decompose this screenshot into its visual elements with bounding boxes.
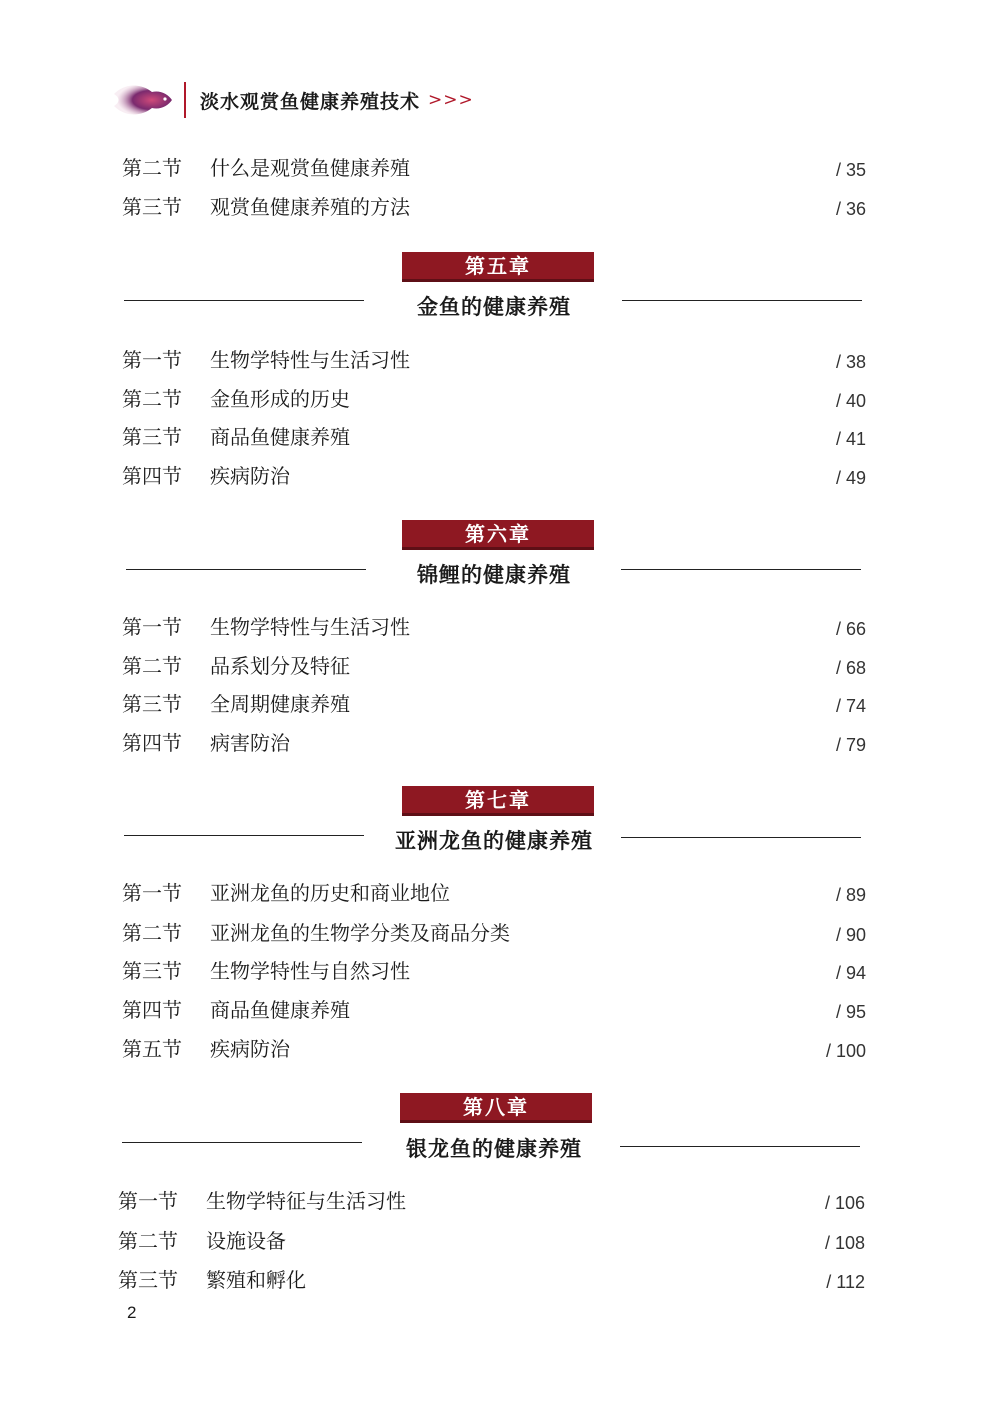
- chapter-title[interactable]: 金鱼的健康养殖: [417, 294, 571, 319]
- section-title: 什么是观赏鱼健康养殖: [210, 156, 410, 180]
- section-title: 生物学特性与生活习性: [210, 348, 410, 372]
- section-title: 观赏鱼健康养殖的方法: [210, 195, 410, 219]
- section-title: 生物学特征与生活习性: [206, 1189, 406, 1213]
- section-page: / 90: [835, 925, 866, 945]
- section-page: / 112: [826, 1272, 865, 1292]
- chapter-rule-right: [622, 300, 862, 301]
- page-number: 2: [127, 1303, 137, 1322]
- section-title: 生物学特性与自然习性: [210, 959, 410, 983]
- chapter-rule-left: [124, 300, 364, 301]
- toc-entry[interactable]: [118, 461, 866, 491]
- chapter-rule-left: [126, 569, 366, 570]
- toc-entry[interactable]: [118, 878, 866, 908]
- toc-entry[interactable]: [118, 192, 866, 222]
- section-number: 第二节: [122, 387, 182, 411]
- section-number: 第五节: [122, 1037, 182, 1061]
- section-title: 疾病防治: [210, 464, 290, 488]
- chapter-badge: 第六章: [402, 520, 594, 550]
- section-page: / 108: [824, 1233, 865, 1253]
- section-title: 亚洲龙鱼的历史和商业地位: [210, 881, 450, 905]
- toc-entry[interactable]: [118, 651, 866, 681]
- section-title: 设施设备: [206, 1229, 286, 1253]
- chapter-rule-right: [621, 837, 861, 838]
- chapter-rule-left: [124, 835, 364, 836]
- section-number: 第四节: [122, 464, 182, 488]
- section-page: / 40: [835, 391, 866, 411]
- section-page: / 74: [835, 696, 866, 716]
- section-page: / 89: [835, 885, 866, 905]
- section-title: 亚洲龙鱼的生物学分类及商品分类: [210, 921, 510, 945]
- chapter-rule-right: [620, 1146, 860, 1147]
- section-title: 全周期健康养殖: [210, 692, 350, 716]
- chapter-title[interactable]: 锦鲤的健康养殖: [417, 562, 571, 587]
- section-page: / 68: [835, 658, 866, 678]
- section-number: 第三节: [122, 959, 182, 983]
- section-page: / 35: [835, 160, 866, 180]
- section-page: / 95: [835, 1002, 866, 1022]
- toc-entry[interactable]: [118, 956, 866, 986]
- chapter-rule-left: [122, 1142, 362, 1143]
- section-number: 第三节: [122, 195, 182, 219]
- section-number: 第一节: [122, 881, 182, 905]
- section-title: 生物学特性与生活习性: [210, 615, 410, 639]
- betta-fish-icon: [112, 80, 174, 120]
- toc-entry[interactable]: [118, 918, 866, 948]
- section-page: / 41: [835, 429, 866, 449]
- section-number: 第二节: [122, 654, 182, 678]
- toc-entry[interactable]: [114, 1226, 865, 1256]
- section-number: 第四节: [122, 731, 182, 755]
- section-page: / 36: [835, 199, 866, 219]
- section-number: 第四节: [122, 998, 182, 1022]
- section-number: 第二节: [122, 921, 182, 945]
- section-number: 第一节: [122, 615, 182, 639]
- section-title: 病害防治: [210, 731, 290, 755]
- section-number: 第三节: [118, 1268, 178, 1292]
- book-title: 淡水观赏鱼健康养殖技术: [200, 90, 421, 113]
- section-page: / 49: [835, 468, 866, 488]
- section-number: 第三节: [122, 692, 182, 716]
- chapter-title[interactable]: 银龙鱼的健康养殖: [406, 1136, 582, 1161]
- toc-entry[interactable]: [118, 345, 866, 375]
- chapter-badge: 第五章: [402, 252, 594, 282]
- running-header: [112, 80, 474, 120]
- section-page: / 38: [835, 352, 866, 372]
- toc-entry[interactable]: [118, 422, 866, 452]
- chapter-badge: 第七章: [402, 786, 594, 816]
- section-number: 第一节: [118, 1189, 178, 1213]
- section-page: / 79: [835, 735, 866, 755]
- section-page: / 94: [835, 963, 866, 983]
- toc-entry[interactable]: [118, 1034, 866, 1064]
- section-number: 第二节: [122, 156, 182, 180]
- section-page: / 66: [835, 619, 866, 639]
- toc-entry[interactable]: [118, 728, 866, 758]
- section-number: 第三节: [122, 425, 182, 449]
- header-divider: [184, 82, 186, 118]
- toc-entry[interactable]: [118, 689, 866, 719]
- toc-entry[interactable]: [114, 1186, 865, 1216]
- chapter-badge: 第八章: [400, 1093, 592, 1123]
- toc-entry[interactable]: [118, 384, 866, 414]
- section-page: / 106: [824, 1193, 865, 1213]
- header-arrows: >>>: [428, 90, 474, 110]
- section-title: 疾病防治: [210, 1037, 290, 1061]
- section-title: 金鱼形成的历史: [210, 387, 350, 411]
- section-number: 第一节: [122, 348, 182, 372]
- section-title: 品系划分及特征: [210, 654, 350, 678]
- section-title: 商品鱼健康养殖: [210, 998, 350, 1022]
- chapter-rule-right: [621, 569, 861, 570]
- toc-entry[interactable]: [118, 612, 866, 642]
- section-title: 繁殖和孵化: [206, 1268, 306, 1292]
- section-title: 商品鱼健康养殖: [210, 425, 350, 449]
- chapter-title[interactable]: 亚洲龙鱼的健康养殖: [395, 828, 593, 853]
- toc-entry[interactable]: [118, 153, 866, 183]
- toc-entry[interactable]: [114, 1265, 865, 1295]
- section-number: 第二节: [118, 1229, 178, 1253]
- section-page: / 100: [825, 1041, 866, 1061]
- toc-entry[interactable]: [118, 995, 866, 1025]
